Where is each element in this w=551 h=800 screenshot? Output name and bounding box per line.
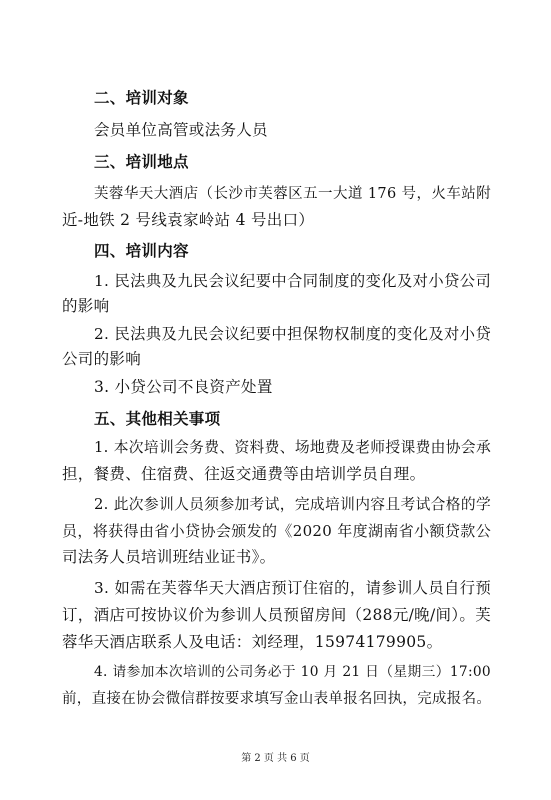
content-item-line: 公司的影响: [62, 350, 142, 368]
other-item-line: 员，将获得由省小贷协会颁发的《2020 年度湖南省小额贷款公: [62, 522, 491, 540]
section-heading-location: 三、培训地点: [94, 153, 189, 171]
page-number: 第 2 页 共 6 页: [241, 753, 310, 764]
content-item-line: 3. 小贷公司不良资产处置: [94, 378, 273, 396]
other-item-line: 4. 请参加本次培训的公司务必于 10 月 21 日（星期三）17:00: [94, 664, 491, 680]
participants-text: 会员单位高管或法务人员: [94, 121, 268, 139]
section-heading-participants: 二、培训对象: [94, 89, 189, 107]
content-item-line: 1. 民法典及九民会议纪要中合同制度的变化及对小贷公司: [94, 272, 491, 290]
location-text-line: 近-地铁 2 号线袁家岭站 4 号出口）: [62, 211, 315, 229]
other-item-line: 前，直接在协会微信群按要求填写金山表单报名回执，完成报名。: [62, 691, 492, 707]
other-item-line: 蓉华天酒店联系人及电话：刘经理，15974179905。: [62, 633, 443, 651]
other-item-line: 订，酒店可按协议价为参训人员预留房间（288元/晚/间）。芙: [62, 606, 491, 624]
location-text-line: 芙蓉华天大酒店（长沙市芙蓉区五一大道 176 号，火车站附: [94, 186, 491, 202]
other-item-line: 3. 如需在芙蓉华天大酒店预订住宿的，请参训人员自行预: [94, 579, 491, 597]
content-item-line: 的影响: [62, 297, 110, 315]
other-item-line: 司法务人员培训班结业证书》。: [62, 548, 276, 566]
other-item-line: 1. 本次培训会务费、资料费、场地费及老师授课费由协会承: [94, 439, 491, 456]
other-item-line: 2. 此次参训人员须参加考试，完成培训内容且考试合格的学: [94, 496, 491, 513]
other-item-line: 担，餐费、住宿费、往返交通费等由培训学员自理。: [62, 465, 426, 483]
content-item-line: 2. 民法典及九民会议纪要中担保物权制度的变化及对小贷: [94, 325, 491, 343]
section-heading-other-matters: 五、其他相关事项: [94, 410, 221, 428]
section-heading-content: 四、培训内容: [94, 242, 189, 260]
